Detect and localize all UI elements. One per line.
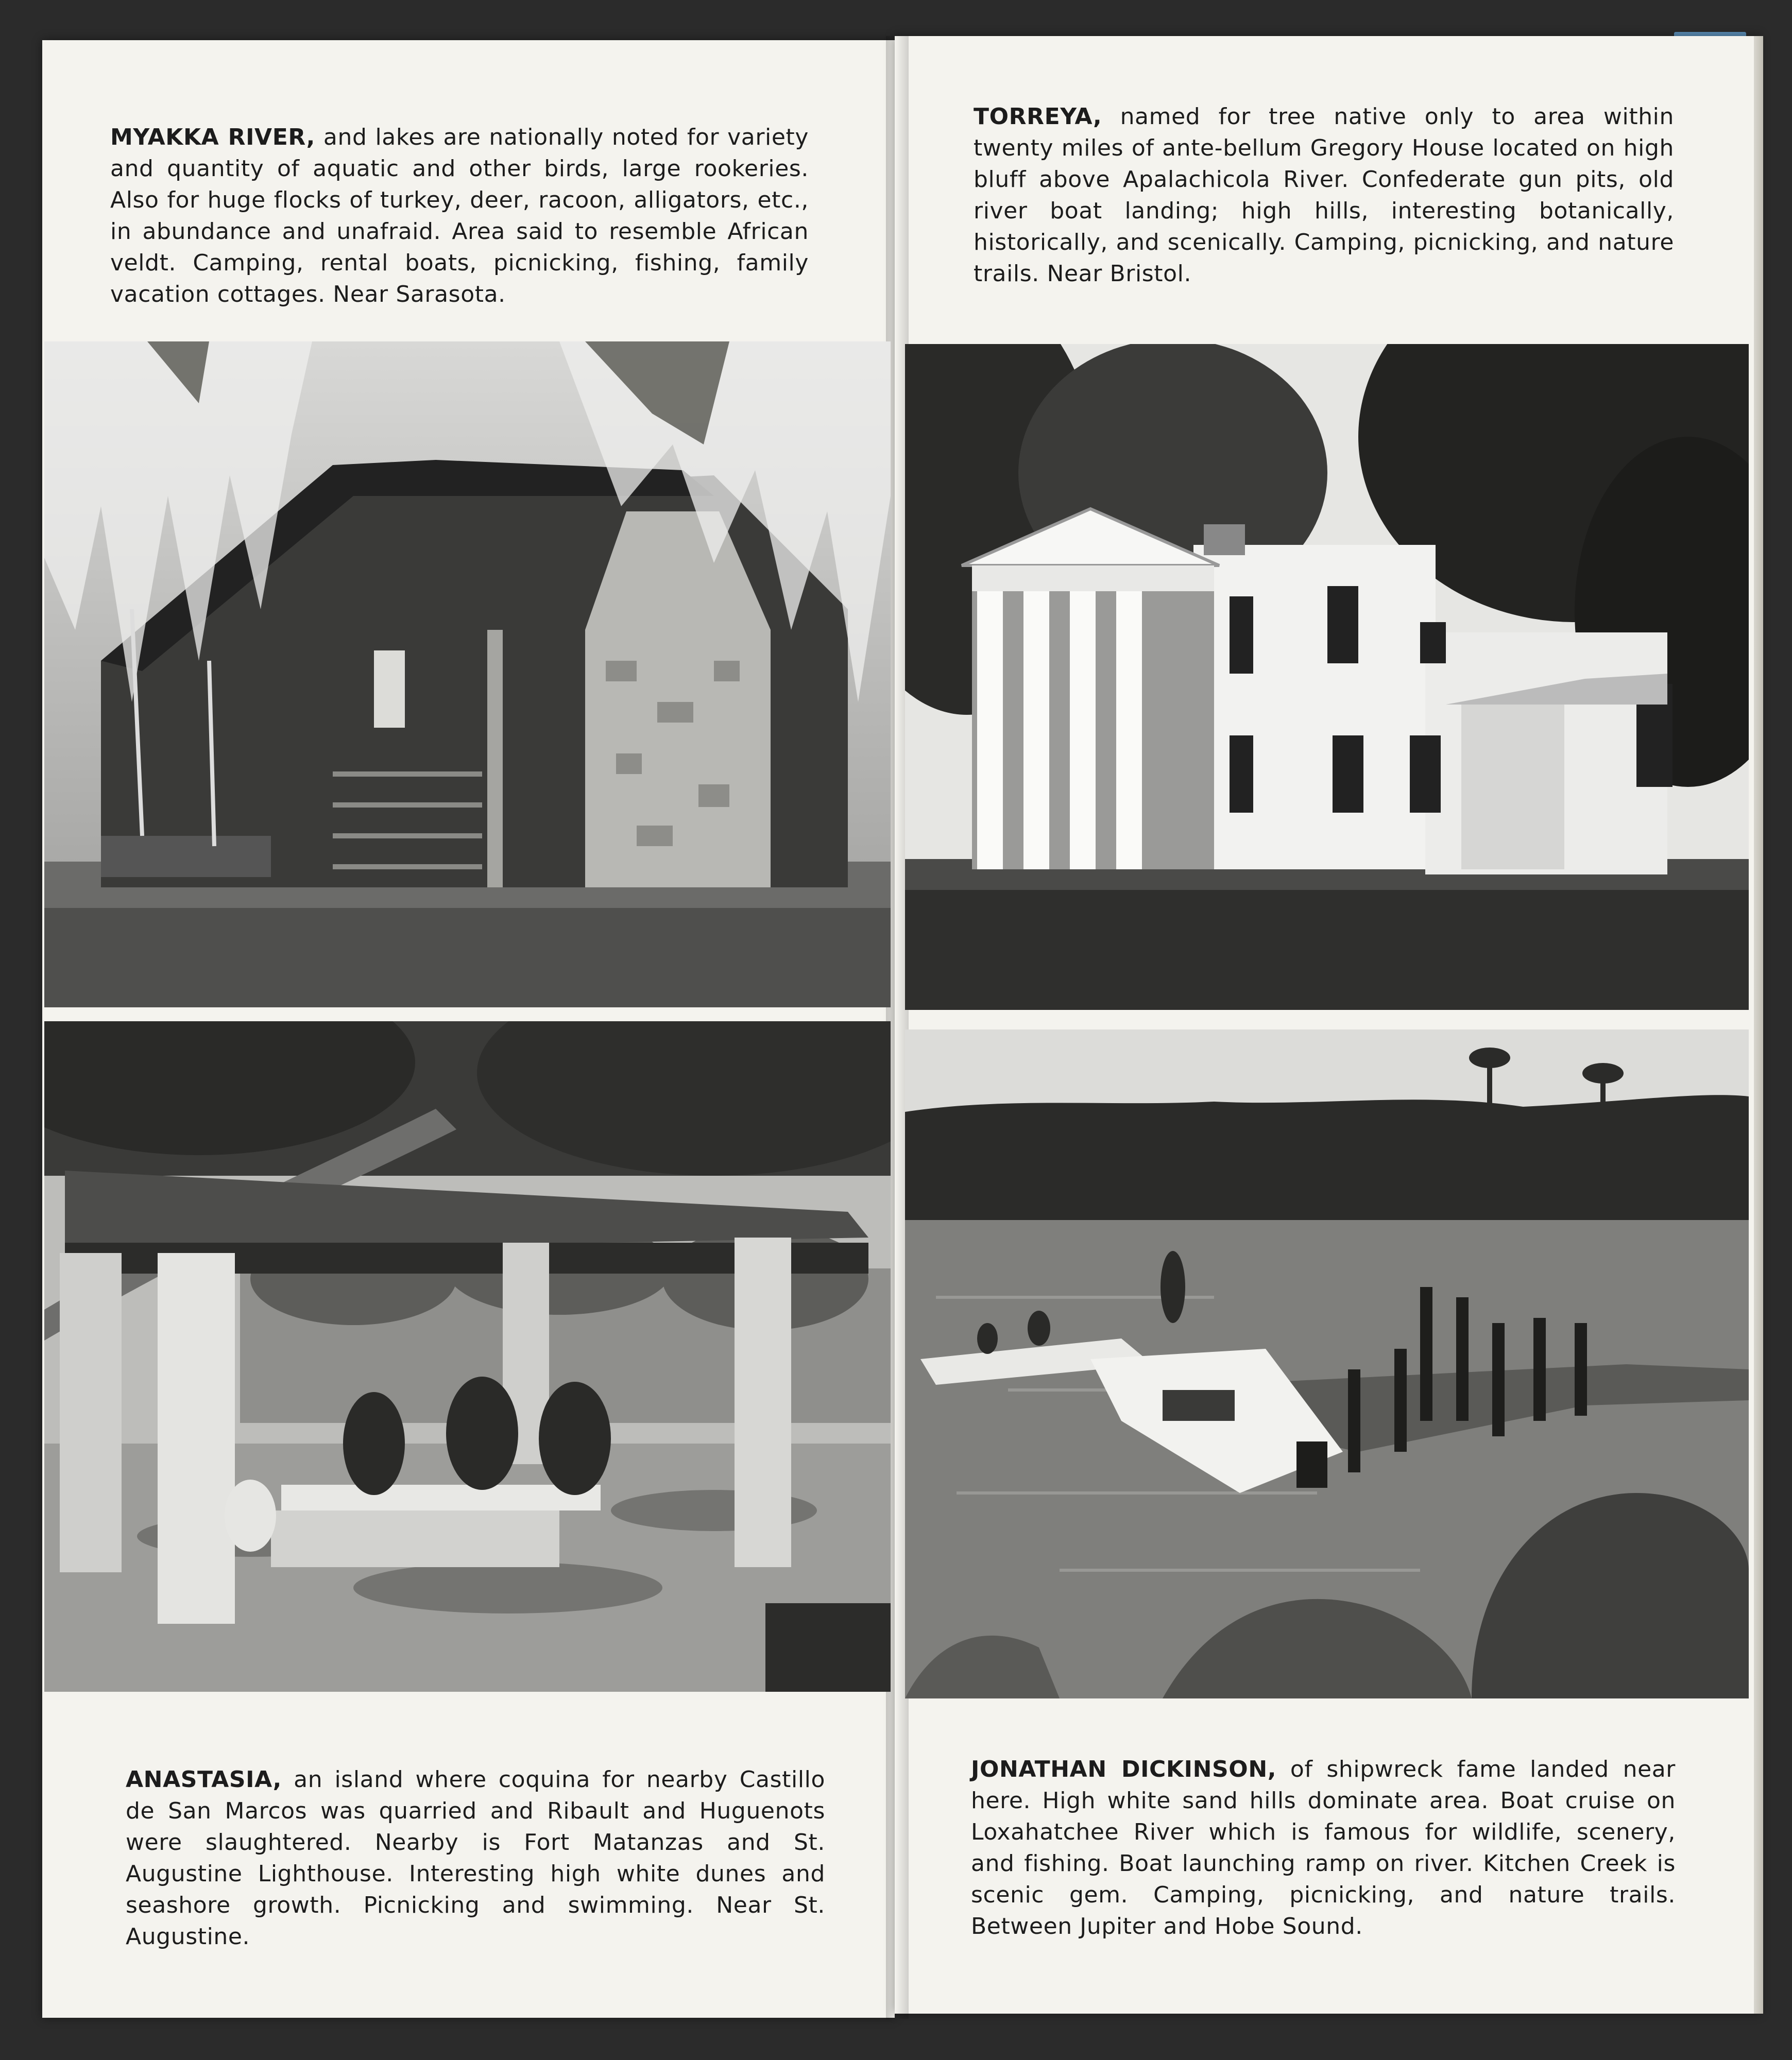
anastasia-name: ANASTASIA,: [126, 1766, 282, 1793]
myakka-name: MYAKKA RIVER,: [110, 124, 315, 150]
torreya-description: [974, 101, 1674, 289]
picnic-pavilion-photo: [44, 1021, 891, 1692]
page-edge: [1754, 36, 1763, 2014]
right-page: [895, 36, 1760, 2014]
anastasia-description: [126, 1764, 825, 1952]
dickinson-description: [971, 1754, 1676, 1942]
log-cabin-photo: [44, 341, 891, 1007]
dickinson-text: of shipwreck fame landed near here. High white sand hills dominate area. Boat cruise on Loxahatchee River which is famous for wildlife, scenery, and fishing. Boat launching ramp on river. Kitchen Creek is scenic gem. Camping, picnicking, and nature trails. Between Jupiter and Hobe Sound.: [971, 1756, 1676, 1939]
gregory-house-photo: [905, 344, 1749, 1010]
myakka-description: [110, 122, 809, 310]
river-dock-photo: [905, 1029, 1749, 1698]
torreya-name: TORREYA,: [974, 104, 1102, 130]
dickinson-name: JONATHAN DICKINSON,: [971, 1756, 1277, 1782]
myakka-text: and lakes are nationally noted for variety and quantity of aquatic and other birds, large rookeries. Also for huge flocks of turkey, deer, racoon, alligators, etc., in abundance and unafraid. Area said to resemble African veldt. Camping, rental boats, picnicking, fishing, family vacation cottages. Near Sarasota.: [110, 124, 809, 307]
torreya-text: named for tree native only to area within twenty miles of ante-bellum Gregory House located on high bluff above Apalachicola River. Confederate gun pits, old river boat landing; high hills, interesting botanically, historically, and scenically. Camping, picnicking, and nature trails. Near Bristol.: [974, 104, 1674, 287]
anastasia-text: an island where coquina for nearby Castillo de San Marcos was quarried and Ribault and Huguenots were slaughtered. Nearby is Fort Matanzas and St. Augustine Lighthouse. Interesting high white dunes and seashore growth. Picnicking and swimming. Near St. Augustine.: [126, 1766, 825, 1950]
